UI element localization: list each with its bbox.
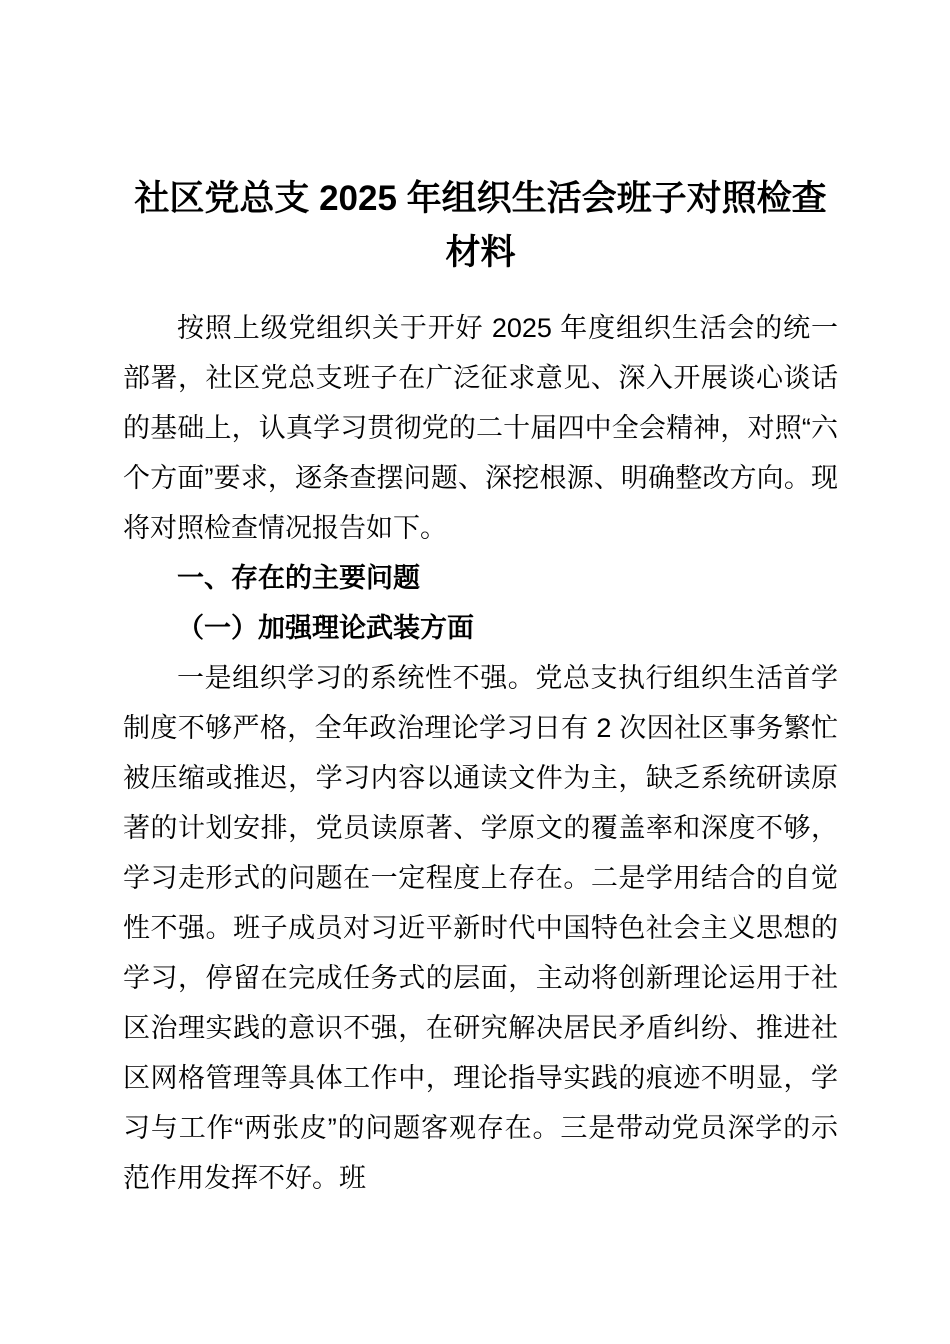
subsection-heading-theory-arming: （一）加强理论武装方面 bbox=[177, 613, 474, 643]
section-heading-main-problems: 一、存在的主要问题 bbox=[177, 563, 420, 593]
document-title: 社区党总支 2025 年组织生活会班子对照检查材料 bbox=[134, 179, 827, 272]
paragraph-intro: 按照上级党组织关于开好 2025 年度组织生活会的统一部署，社区党总支班子在广泛征求意见、深入开展谈心谈话的基础上，认真学习贯彻党的二十届四中全会精神，对照“六个方面”要求，逐条查摆问题、深挖根源、明确整改方向。现将对照检查情况报告如下。 bbox=[123, 313, 838, 543]
paragraph-problems-detail: 一是组织学习的系统性不强。党总支执行组织生活首学制度不够严格，全年政治理论学习日有 2 次因社区事务繁忙被压缩或推迟，学习内容以通读文件为主，缺乏系统研读原著的计划安排，党员读原著、学原文的覆盖率和深度不够，学习走形式的问题在一定程度上存在。二是学用结合的自觉性不强。班子成员对习近平新时代中国特色社会主义思想的学习，停留在完成任务式的层面，主动将创新理论运用于社区治理实践的意识不强，在研究解决居民矛盾纠纷、推进社区网格管理等具体工作中，理论指导实践的痕迹不明显，学习与工作“两张皮”的问题客观存在。三是带动党员深学的示范作用发挥不好。班 bbox=[123, 663, 838, 1193]
